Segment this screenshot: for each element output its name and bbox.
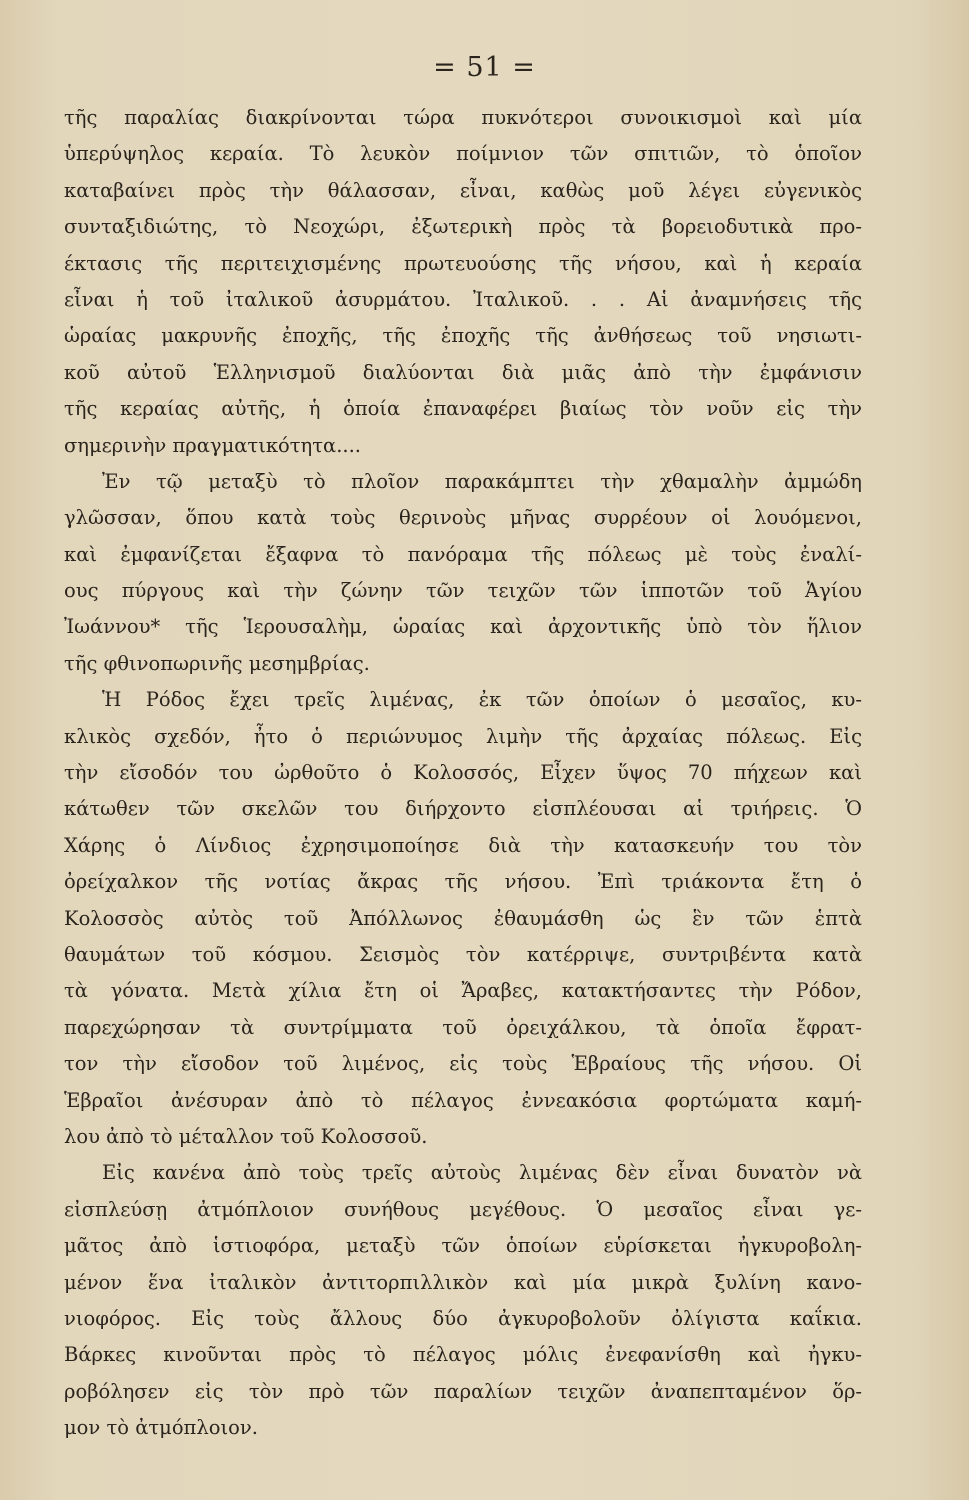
text-line: σημερινὴν πραγματικότητα.... [64, 433, 361, 457]
text-line: ὡραίας μακρυνῆς ἐποχῆς, τῆς ἐποχῆς τῆς ἀνθήσεως τοῦ νησιωτι- [64, 324, 862, 348]
text-line: Ἰωάννου* τῆς Ἱερουσαλὴμ, ὡραίας καὶ ἀρχοντικῆς ὑπὸ τὸν ἥλιον [64, 615, 862, 639]
text-line: Ἑβραῖοι ἀνέσυραν ἀπὸ τὸ πέλαγος ἐννεακόσια φορτώματα καμή- [64, 1088, 862, 1112]
text-line: παρεχώρησαν τὰ συντρίμματα τοῦ ὀρειχάλκου, τὰ ὁποῖα ἔφρατ- [64, 1015, 862, 1039]
paragraph-3 [64, 682, 862, 1155]
text-line: Ἐν τῷ μεταξὺ τὸ πλοῖον παρακάμπτει τὴν χθαμαλὴν ἀμμώδη [102, 469, 862, 493]
text-line: τῆς κεραίας αὐτῆς, ἡ ὁποία ἐπαναφέρει βιαίως τὸν νοῦν εἰς τὴν [64, 397, 862, 421]
text-line: θαυμάτων τοῦ κόσμου. Σεισμὸς τὸν κατέρριψε, συντριβέντα κατὰ [64, 942, 862, 966]
text-line: νιοφόρος. Εἰς τοὺς ἄλλους δύο ἀγκυροβολοῦν ὀλίγιστα καΐκια. [64, 1306, 862, 1330]
text-line: Εἰς κανένα ἀπὸ τοὺς τρεῖς αὐτοὺς λιμένας δὲν εἶναι δυνατὸν νὰ [102, 1161, 862, 1185]
text-line: τὰ γόνατα. Μετὰ χίλια ἔτη οἱ Ἄραβες, κατακτήσαντες τὴν Ρόδον, [64, 979, 862, 1003]
text-line: τῆς φθινοπωρινῆς μεσημβρίας. [64, 651, 370, 675]
text-line: Ἡ Ρόδος ἔχει τρεῖς λιμένας, ἐκ τῶν ὁποίων ὁ μεσαῖος, κυ- [102, 688, 862, 712]
paragraph-4 [64, 1155, 862, 1446]
text-line: ους πύργους καὶ τὴν ζώνην τῶν τειχῶν τῶν ἱπποτῶν τοῦ Ἁγίου [64, 579, 862, 603]
text-line: Χάρης ὁ Λίνδιος ἐχρησιμοποίησε διὰ τὴν κατασκευήν του τὸν [64, 833, 862, 857]
text-line: τον τὴν εἴσοδον τοῦ λιμένος, εἰς τοὺς Ἑβραίους τῆς νήσου. Οἱ [64, 1052, 862, 1076]
text-line: ὀρείχαλκον τῆς νοτίας ἄκρας τῆς νήσου. Ἐπὶ τριάκοντα ἔτη ὁ [64, 870, 862, 894]
paragraph-2 [64, 464, 862, 682]
page-body-text [64, 100, 862, 1446]
text-line: ροβόλησεν εἰς τὸν πρὸ τῶν παραλίων τειχῶν ἀναπεπταμένον ὅρ- [64, 1379, 862, 1403]
text-line: λου ἀπὸ τὸ μέταλλον τοῦ Κολοσσοῦ. [64, 1124, 428, 1148]
text-line: έκτασις τῆς περιτειχισμένης πρωτευούσης τῆς νήσου, καὶ ἡ κεραία [64, 251, 862, 275]
text-line: Κολοσσὸς αὐτὸς τοῦ Ἀπόλλωνος ἐθαυμάσθη ὡς ἓν τῶν ἑπτὰ [64, 906, 862, 930]
text-line: κάτωθεν τῶν σκελῶν του διήρχοντο εἰσπλέουσαι αἱ τριήρεις. Ὁ [64, 797, 862, 821]
text-line: καὶ ἐμφανίζεται ἔξαφνα τὸ πανόραμα τῆς πόλεως μὲ τοὺς ἐναλί- [64, 542, 862, 566]
paragraph-1 [64, 100, 862, 464]
text-line: Βάρκες κινοῦνται πρὸς τὸ πέλαγος μόλις ἐνεφανίσθη καὶ ἠγκυ- [64, 1343, 862, 1367]
text-line: τὴν εἴσοδόν του ὠρθοῦτο ὁ Κολοσσός, Εἶχεν ὕψος 70 πήχεων καὶ [64, 761, 862, 785]
page-number: = 51 = [433, 52, 536, 83]
text-line: μένον ἕνα ἰταλικὸν ἀντιτορπιλλικὸν καὶ μία μικρὰ ξυλίνη κανο- [64, 1270, 862, 1294]
text-line: μᾶτος ἀπὸ ἱστιοφόρα, μεταξὺ τῶν ὁποίων εὑρίσκεται ἠγκυροβολη- [64, 1234, 862, 1258]
text-line: τῆς παραλίας διακρίνονται τώρα πυκνότεροι συνοικισμοὶ καὶ μία [64, 106, 862, 129]
text-line: καταβαίνει πρὸς τὴν θάλασσαν, εἶναι, καθὼς μοῦ λέγει εὐγενικὸς [64, 178, 862, 202]
text-line: ὑπερύψηλος κεραία. Τὸ λευκὸν ποίμνιον τῶν σπιτιῶν, τὸ ὁποῖον [64, 142, 862, 166]
text-line: κλικὸς σχεδόν, ἦτο ὁ περιώνυμος λιμὴν τῆς ἀρχαίας πόλεως. Εἰς [64, 724, 862, 748]
text-line: συνταξιδιώτης, τὸ Νεοχώρι, ἐξωτερικὴ πρὸς τὰ βορειοδυτικὰ προ- [64, 215, 862, 239]
text-line: κοῦ αὐτοῦ Ἑλληνισμοῦ διαλύονται διὰ μιᾶς ἀπὸ τὴν ἐμφάνισιν [64, 360, 862, 384]
text-line: εἶναι ἡ τοῦ ἰταλικοῦ ἀσυρμάτου. Ἰταλικοῦ. . . Αἱ ἀναμνήσεις τῆς [64, 287, 862, 311]
text-line: εἰσπλεύσῃ ἀτμόπλοιον συνήθους μεγέθους. Ὁ μεσαῖος εἶναι γε- [64, 1197, 862, 1221]
text-line: μον τὸ ἀτμόπλοιον. [64, 1416, 258, 1440]
text-line: γλῶσσαν, ὅπου κατὰ τοὺς θερινοὺς μῆνας συρρέουν οἱ λουόμενοι, [64, 506, 862, 530]
